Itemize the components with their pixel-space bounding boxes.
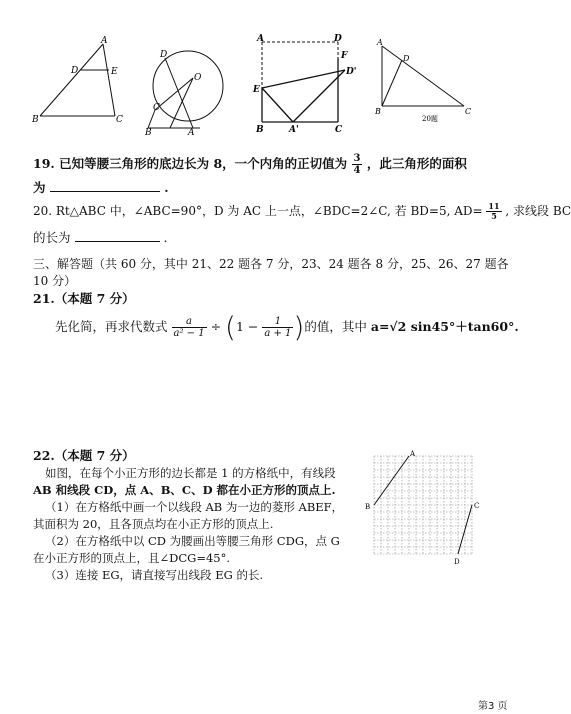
q20-text-c: 的长为 xyxy=(33,230,71,245)
q21-right-paren: ) xyxy=(293,310,305,344)
q19-frac-den: 4 xyxy=(353,165,361,176)
q20-text-a: 20. Rt△ABC 中，∠ABC=90°，D 为 AC 上一点，∠BDC=2∠C, 若 BD=5, AD= xyxy=(33,204,483,218)
q22-line-2: AB 和线段 CD，点 A、B、C、D 都在小正方形的顶点上. xyxy=(33,483,336,497)
q19-text-a: 19. 已知等腰三角形的底边长为 8，一个内角的正切值为 xyxy=(33,156,348,171)
q21-f1-num: a xyxy=(172,316,207,328)
q22-grid-lines xyxy=(374,456,472,554)
q21-title: 21.（本题 7 分） xyxy=(33,291,135,306)
q19-fraction xyxy=(352,153,363,176)
fig1-label-c: C xyxy=(116,115,123,125)
q20-text-d: . xyxy=(163,230,168,245)
fig3-label-d-prime: D' xyxy=(346,67,357,77)
q21-text-b: 的值，其中 xyxy=(304,319,367,334)
fig1-label-a: A xyxy=(101,36,108,46)
q21-text-a: 先化简，再求代数式 xyxy=(55,319,168,334)
fig4-label-b: B xyxy=(375,107,381,116)
q22-line-3: （1）在方格纸中画一个以线段 AB 为一边的菱形 ABEF， xyxy=(45,500,344,514)
q21-fraction-1 xyxy=(172,316,207,339)
section-3-line-2: 10 分） xyxy=(33,274,77,288)
q19-frac-num: 3 xyxy=(353,153,361,164)
q22-line-1: 如图，在每个小正方形的边长都是 1 的方格纸中，有线段 xyxy=(45,466,336,480)
figure-triangle-de xyxy=(30,34,135,124)
section-3-line-1: 三、解答题（共 60 分，其中 21、22 题各 7 分，23、24 题各 8 分，25、26、27 题各 xyxy=(33,257,509,271)
q20-fraction xyxy=(486,202,501,221)
fig3-label-b: B xyxy=(256,125,264,135)
fig3-label-e: E xyxy=(253,85,260,95)
grid-label-a: A xyxy=(410,450,416,458)
q21-f1-den: a² − 1 xyxy=(173,328,205,339)
q21-f2-den: a + 1 xyxy=(264,328,292,339)
figure-circle-o xyxy=(143,46,228,136)
q19-answer-blank[interactable] xyxy=(50,179,160,192)
page-number: 第3 页 xyxy=(478,701,508,712)
fig3-label-a: A xyxy=(257,34,264,44)
fig4-caption: 20题 xyxy=(422,115,438,123)
fig2-label-d: D xyxy=(160,50,168,60)
q21-divide: ÷ xyxy=(210,319,222,334)
figure-folded-rectangle xyxy=(250,30,360,138)
q22-grid-figure[interactable] xyxy=(362,446,492,572)
grid-label-c: C xyxy=(474,502,480,510)
q20-text-b: , 求线段 BC xyxy=(505,204,571,218)
grid-label-d: D xyxy=(454,558,460,566)
q22-line-6: 在小正方形的顶点上，且∠DCG=45°. xyxy=(33,551,231,565)
fig1-label-d: D xyxy=(71,66,79,76)
q22-title: 22.（本题 7 分） xyxy=(33,448,135,463)
figure-right-triangle xyxy=(372,36,477,126)
fig1-label-e: E xyxy=(111,67,118,77)
q21-one-minus: 1 − xyxy=(235,319,259,334)
fig4-label-a: A xyxy=(377,38,383,47)
q19-text-b: ，此三角形的面积 xyxy=(366,156,467,171)
fig1-label-b: B xyxy=(32,115,39,125)
q22-line-4: 其面积为 20，且各顶点均在小正方形的顶点上. xyxy=(33,517,274,531)
q21-condition: a=√2 sin45°＋tan60°. xyxy=(370,319,519,334)
q21-f2-num: 1 xyxy=(262,316,293,328)
fig2-label-a: A xyxy=(188,128,195,138)
q22-line-5: （2）在方格纸中以 CD 为腰画出等腰三角形 CDG，点 G xyxy=(45,534,340,548)
fig4-label-d: D xyxy=(403,54,410,63)
fig3-label-f: F xyxy=(341,51,348,61)
fig3-label-a-prime: A' xyxy=(289,125,299,135)
q22-line-7: （3）连接 EG，请直接写出线段 EG 的长. xyxy=(45,568,264,582)
q20-answer-blank[interactable] xyxy=(75,229,160,242)
grid-label-b: B xyxy=(365,503,371,511)
fig4-label-c: C xyxy=(465,107,472,116)
fig2-label-o: O xyxy=(194,73,202,83)
q20-frac-den: 5 xyxy=(491,211,497,221)
q21-left-paren: ( xyxy=(225,310,236,344)
q21-fraction-2 xyxy=(262,316,293,339)
fig3-label-c: C xyxy=(335,125,343,135)
q19-text-d: . xyxy=(164,180,169,195)
segment-ab xyxy=(374,456,409,505)
fig3-label-d: D xyxy=(334,34,342,44)
fig2-label-b: B xyxy=(145,128,152,138)
q19-text-c: 为 xyxy=(33,180,46,195)
fig2-label-c: C xyxy=(153,103,160,113)
q20-frac-num: 11 xyxy=(488,201,500,211)
